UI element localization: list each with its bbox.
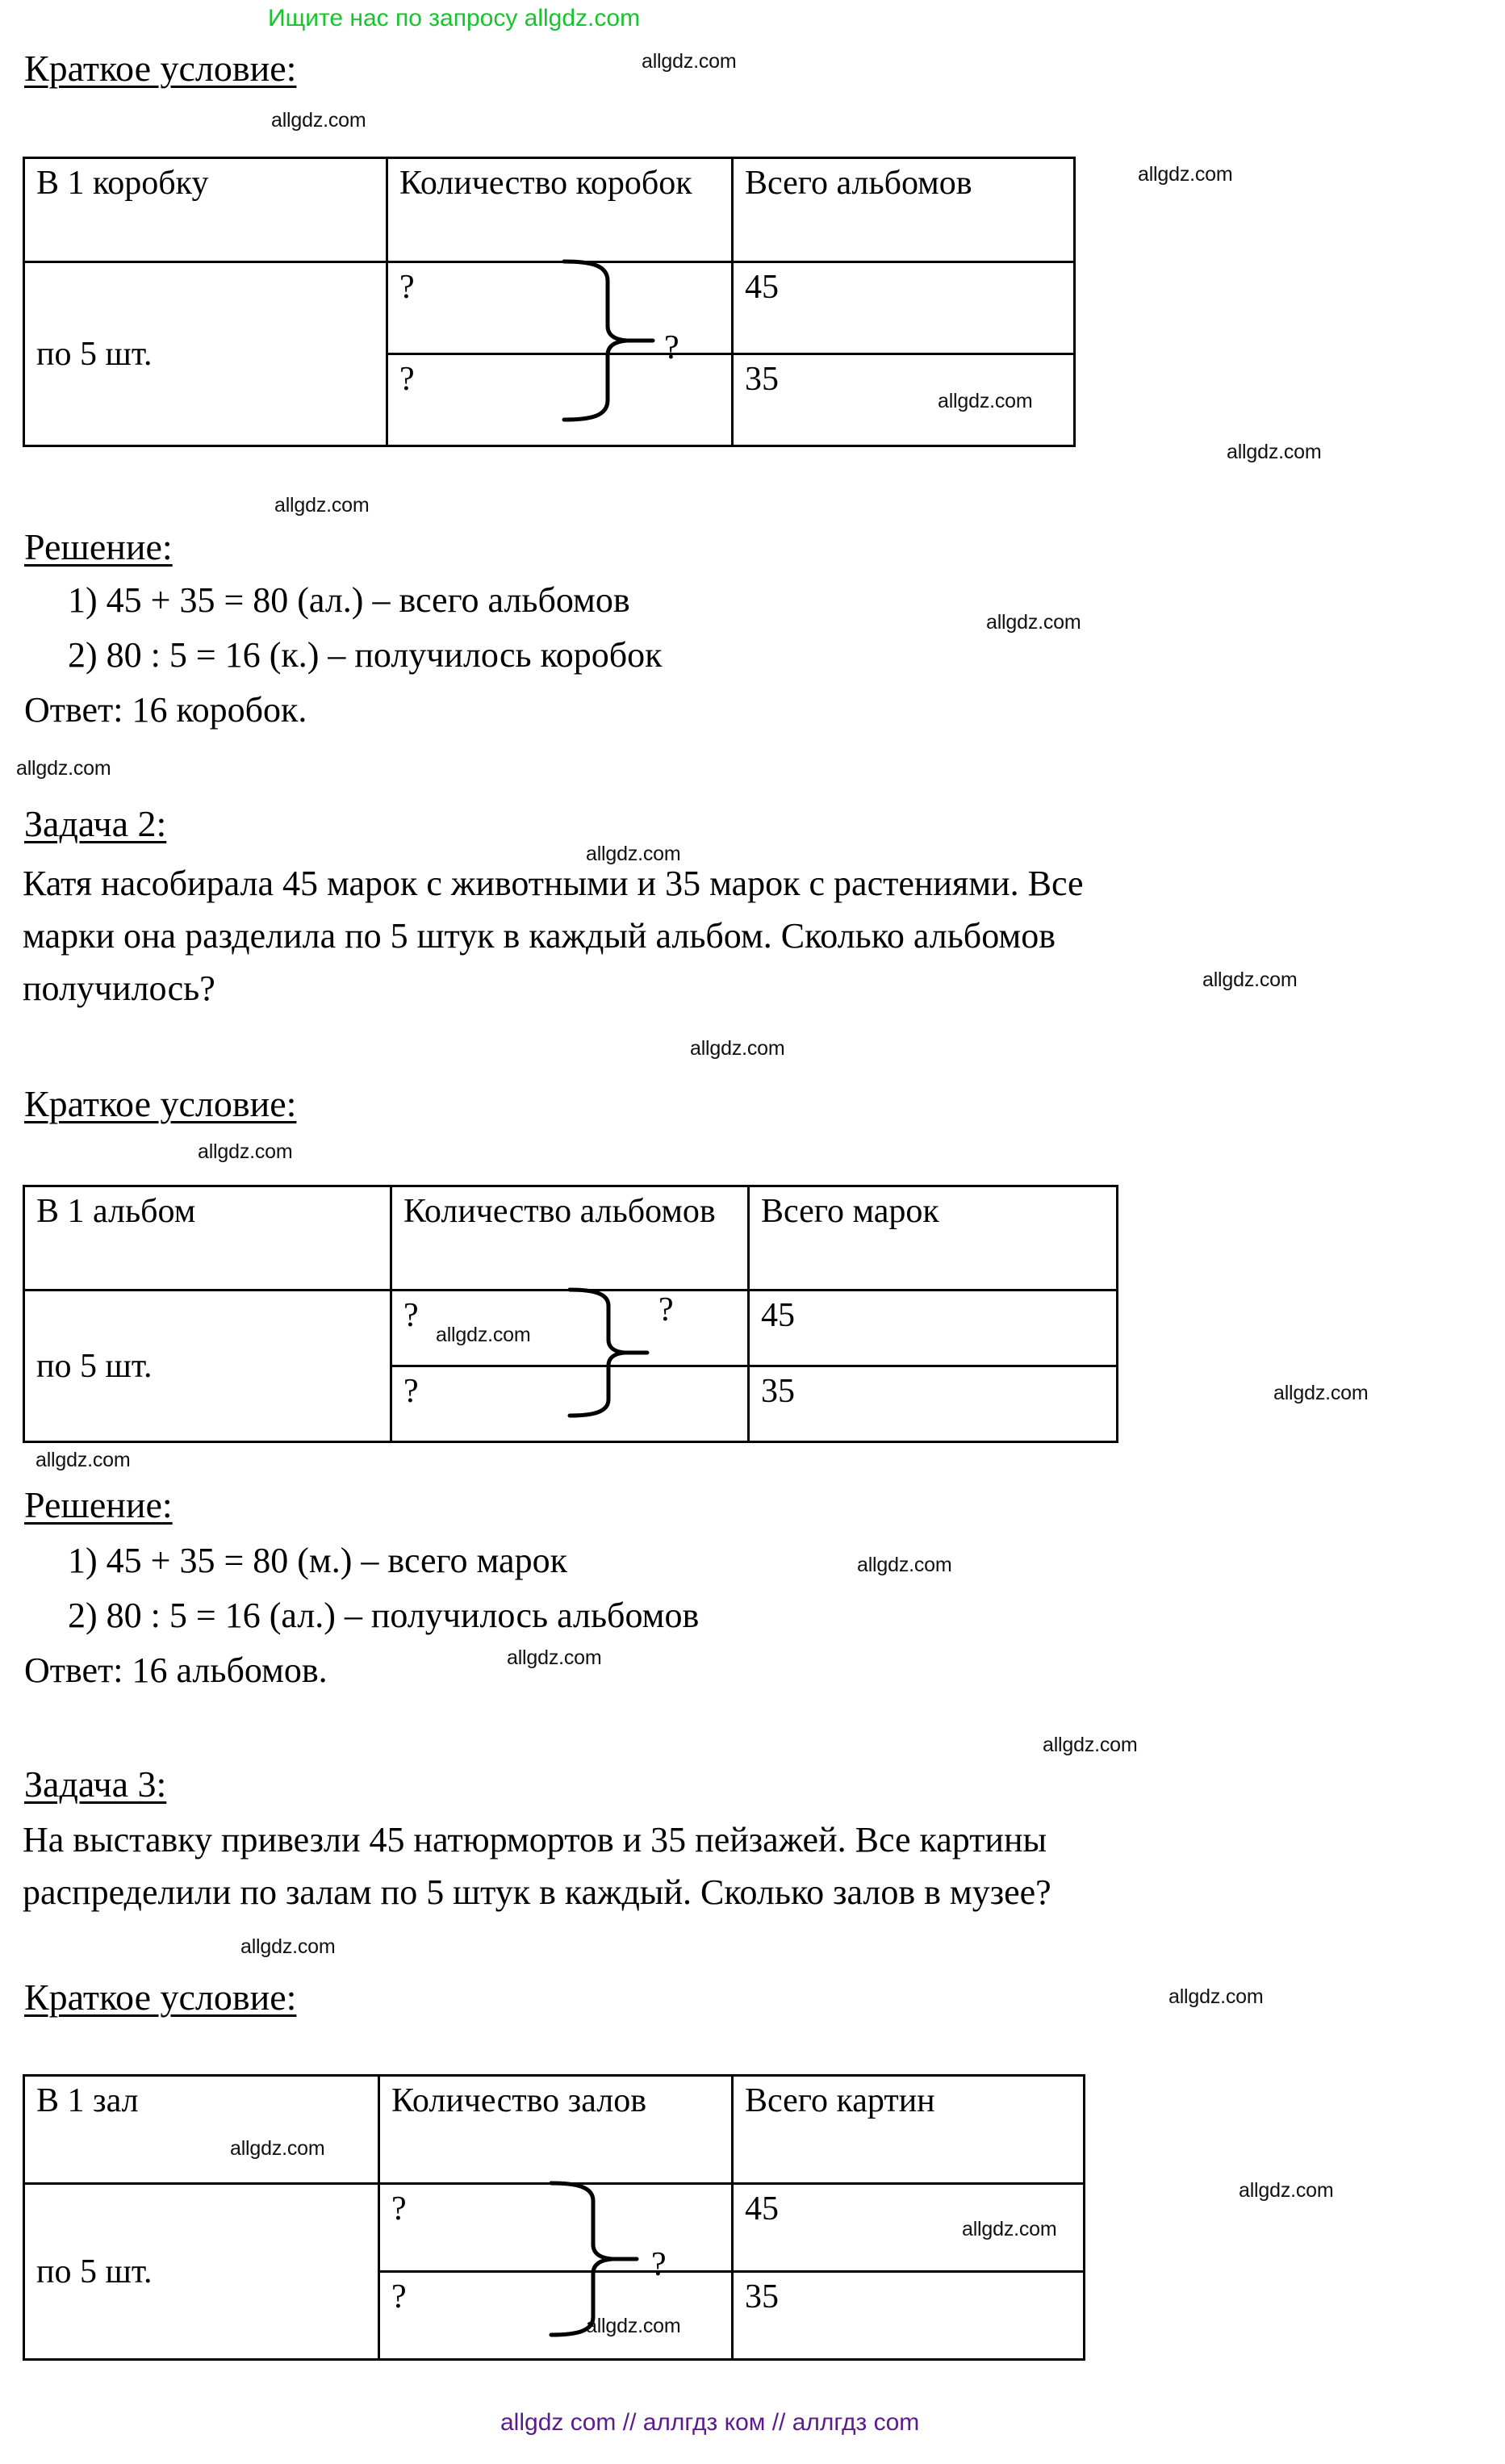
task2-per-unit-label: по 5 шт. — [36, 1347, 153, 1385]
task1-count-value-1: ? — [399, 269, 415, 306]
watermark-tile: allgdz.com — [274, 494, 370, 517]
task3-count-value-1: ? — [391, 2190, 407, 2228]
task2-solution-heading: Решение: — [24, 1484, 173, 1525]
task1-short-condition-heading: Краткое условие: — [24, 48, 297, 89]
task1-brace-label: ? — [664, 329, 679, 366]
watermark-tile: allgdz.com — [240, 1935, 336, 1958]
task1-header-unit: В 1 коробку — [24, 158, 387, 262]
task2-answer: Ответ: 16 альбомов. — [24, 1650, 328, 1690]
task1-header-count: Количество коробок — [387, 158, 733, 262]
task2-heading: Задача 2: — [24, 803, 167, 844]
table-row — [24, 262, 1075, 354]
task3-header-count: Количество залов — [379, 2076, 733, 2184]
task3-table — [23, 2074, 1085, 2361]
watermark-tile: allgdz.com — [938, 390, 1033, 412]
task2-count-value-1: ? — [403, 1297, 419, 1334]
watermark-tile: allgdz.com — [1273, 1382, 1369, 1404]
table-row — [24, 2076, 1085, 2184]
task2-header-count: Количество альбомов — [391, 1186, 749, 1291]
task3-brace-label: ? — [651, 2246, 667, 2283]
task2-brace-label: ? — [658, 1291, 674, 1328]
watermark-tile: allgdz.com — [962, 2218, 1057, 2240]
watermark-tile: allgdz.com — [690, 1037, 785, 1060]
task3-heading: Задача 3: — [24, 1763, 167, 1805]
task1-answer: Ответ: 16 коробок. — [24, 690, 307, 730]
task3-count-row1 — [379, 2184, 733, 2283]
task1-total-row2: 35 — [733, 354, 1075, 446]
task2-per-unit — [24, 1291, 391, 1442]
task1-step-2: 2) 80 : 5 = 16 (к.) – получилось коробок — [68, 635, 663, 675]
table-row — [24, 1186, 1118, 1291]
watermark-tile: allgdz.com — [436, 1324, 531, 1346]
watermark-tile: allgdz.com — [1202, 968, 1298, 991]
task3-statement-line2: распределили по залам по 5 штук в каждый. Сколько залов в музее? — [23, 1872, 1051, 1912]
task3-header-unit: В 1 зал — [24, 2076, 379, 2184]
watermark-top-banner: Ищите нас по запросу allgdz.com — [268, 5, 641, 31]
task3-statement-line1: На выставку привезли 45 натюрмортов и 35 пейзажей. Все картины — [23, 1820, 1047, 1860]
watermark-tile: allgdz.com — [36, 1449, 131, 1471]
watermark-tile: allgdz.com — [586, 2315, 681, 2337]
task2-statement-line3: получилось? — [23, 968, 215, 1008]
watermark-tile: allgdz.com — [1168, 1985, 1264, 2008]
task3-short-condition-heading: Краткое условие: — [24, 1977, 297, 2018]
task1-count-row2: ? — [387, 354, 733, 446]
watermark-tile: allgdz.com — [230, 2137, 325, 2160]
watermark-tile: allgdz.com — [16, 757, 111, 780]
task3-header-total: Всего картин — [733, 2076, 1085, 2184]
task3-total-row2: 35 — [733, 2272, 1085, 2360]
task1-total-row1: 45 — [733, 262, 1075, 354]
task3-per-unit — [24, 2184, 379, 2360]
task2-short-condition-heading: Краткое условие: — [24, 1083, 297, 1124]
task3-total-row1: 45 — [733, 2184, 1085, 2272]
task2-header-unit: В 1 альбом — [24, 1186, 391, 1291]
task1-table — [23, 157, 1076, 447]
task2-step-2: 2) 80 : 5 = 16 (ал.) – получилось альбомов — [68, 1596, 700, 1635]
task2-total-row2: 35 — [749, 1366, 1118, 1442]
watermark-tile: allgdz.com — [1043, 1734, 1138, 1756]
task2-table — [23, 1185, 1118, 1443]
watermark-tile: allgdz.com — [198, 1140, 293, 1163]
watermark-bottom-banner: allgdz com // аллгдз ком // аллгдз com — [500, 2409, 920, 2436]
task2-total-row1: 45 — [749, 1291, 1118, 1366]
task2-step-1: 1) 45 + 35 = 80 (м.) – всего марок — [68, 1541, 567, 1580]
task1-header-total: Всего альбомов — [733, 158, 1075, 262]
task2-count-row2: ? — [391, 1366, 749, 1442]
task1-count-row1 — [387, 262, 733, 366]
watermark-tile: allgdz.com — [986, 611, 1081, 634]
watermark-tile: allgdz.com — [642, 50, 737, 73]
watermark-tile: allgdz.com — [1227, 441, 1322, 463]
task2-header-total: Всего марок — [749, 1186, 1118, 1291]
task2-statement-line1: Катя насобирала 45 марок с животными и 35 марок с растениями. Все — [23, 864, 1084, 903]
task1-step-1: 1) 45 + 35 = 80 (ал.) – всего альбомов — [68, 580, 630, 620]
watermark-tile: allgdz.com — [507, 1646, 602, 1669]
watermark-tile: allgdz.com — [857, 1554, 952, 1576]
table-row — [24, 1291, 1118, 1366]
watermark-tile: allgdz.com — [271, 109, 366, 132]
task3-count-row2: ? — [379, 2272, 733, 2360]
task1-solution-heading: Решение: — [24, 526, 173, 567]
table-row — [24, 2184, 1085, 2272]
watermark-tile: allgdz.com — [1239, 2179, 1334, 2202]
task3-per-unit-label: по 5 шт. — [36, 2253, 153, 2290]
watermark-tile: allgdz.com — [1138, 163, 1233, 186]
table-row — [24, 158, 1075, 262]
task1-per-unit-label: по 5 шт. — [36, 335, 153, 373]
task1-per-unit — [24, 262, 387, 446]
task2-statement-line2: марки она разделила по 5 штук в каждый альбом. Сколько альбомов — [23, 916, 1056, 956]
watermark-tile: allgdz.com — [586, 843, 681, 865]
